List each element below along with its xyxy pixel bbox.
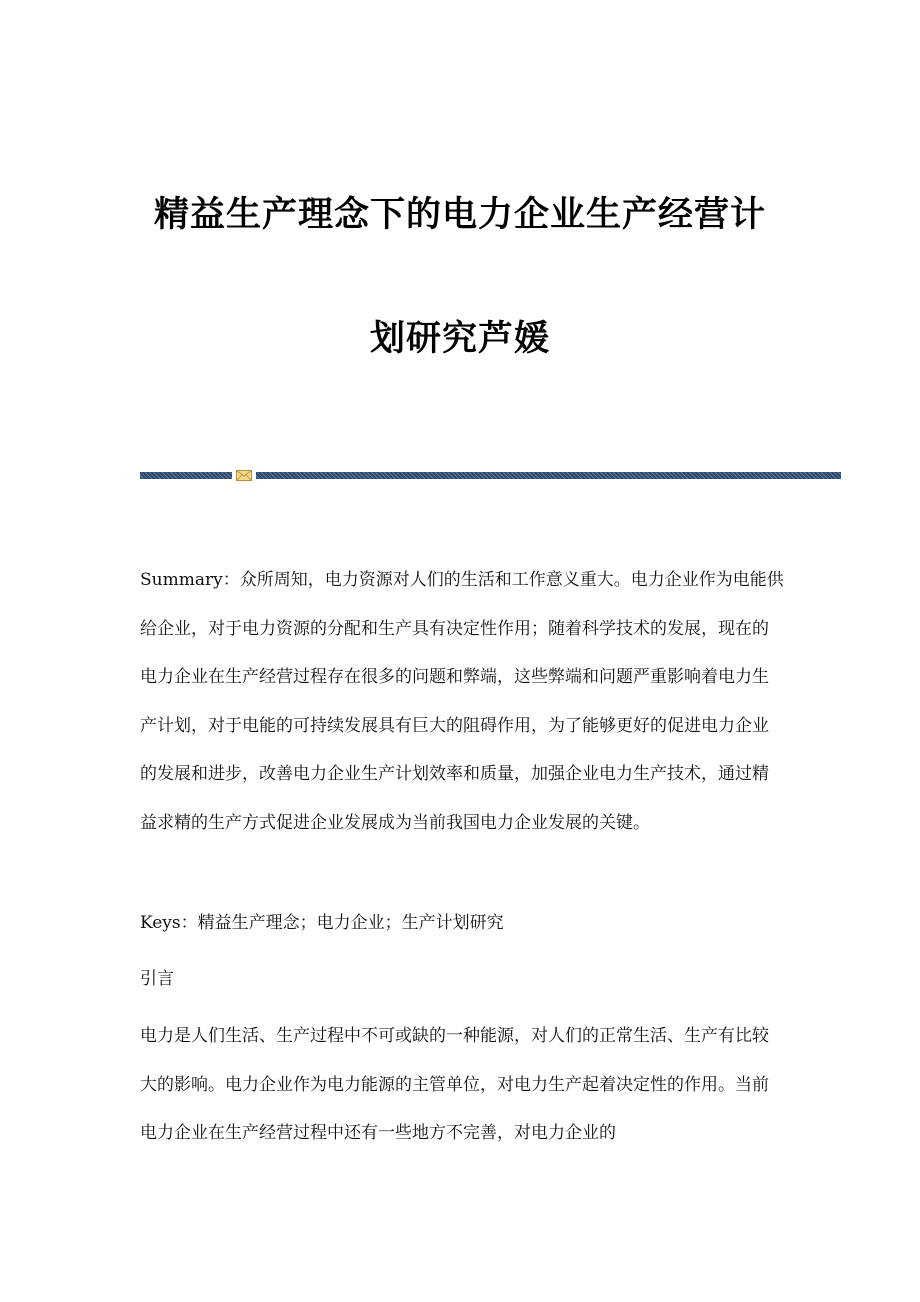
divider-bar-left [140, 472, 232, 479]
keywords-line: Keys：精益生产理念；电力企业；生产计划研究 [140, 913, 504, 933]
section-heading-introduction: 引言 [140, 969, 174, 989]
decorative-divider [140, 470, 841, 480]
divider-bar-right [256, 472, 841, 479]
document-title-line-2: 划研究芦媛 [369, 319, 550, 359]
summary-paragraph: Summary：众所周知，电力资源对人们的生活和工作意义重大。电力企业作为电能供给企业，对于电力资源的分配和生产具有决定性作用；随着科学技术的发展，现在的电力企业在生产经营过程存在很多的问题和弊端，这些弊端和问题严重影响着电力生产计划，对于电能的可持续发展具有巨大的阻碍作用，为了能够更好的促进电力企业的发展和进步，改善电力企业生产计划效率和质量，加强企业电力生产技术，通过精益求精的生产方式促进企业发展成为当前我国电力企业发展的关键。 [140, 570, 784, 833]
document-title-line-1: 精益生产理念下的电力企业生产经营计 [153, 195, 766, 235]
introduction-paragraph: 电力是人们生活、生产过程中不可或缺的一种能源，对人们的正常生活、生产有比较大的影响。电力企业作为电力能源的主管单位，对电力生产起着决定性的作用。当前电力企业在生产经营过程中还有一些地方不完善，对电力企业的 [140, 1026, 769, 1143]
envelope-ornament-icon [236, 470, 252, 481]
